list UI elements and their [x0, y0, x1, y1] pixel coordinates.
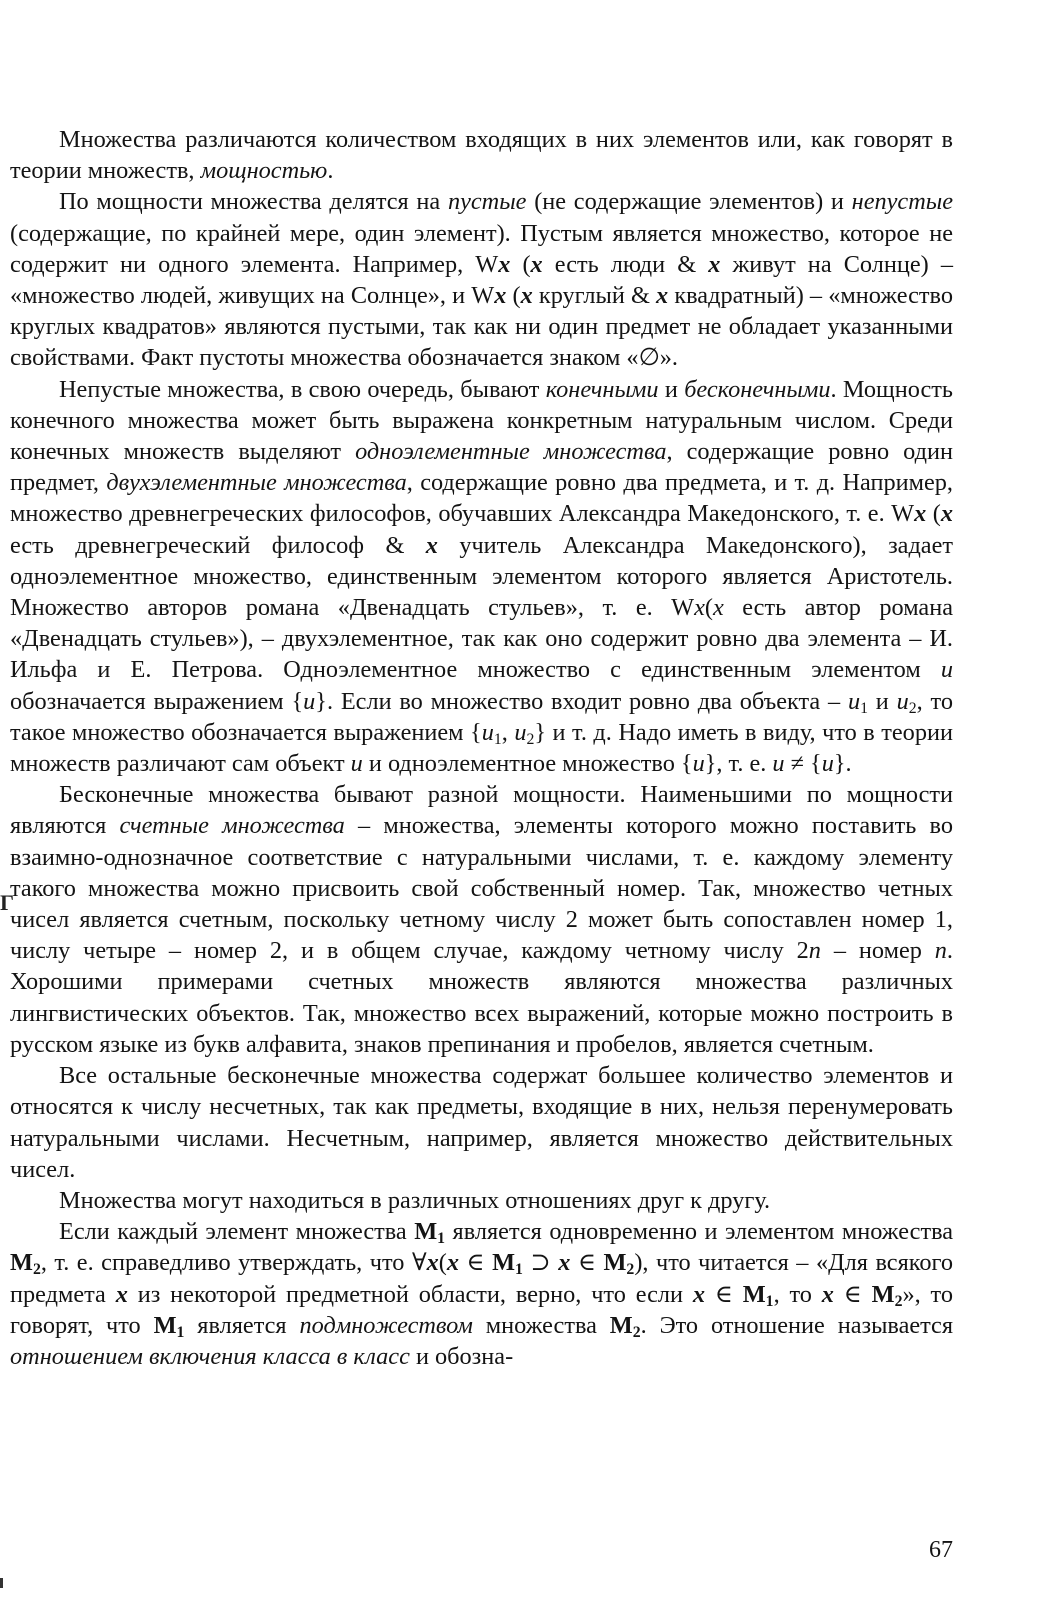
text-span: x	[115, 1280, 128, 1308]
text-span: u	[481, 718, 494, 746]
text-span: . Это отношение называется	[640, 1311, 954, 1339]
text-span: u	[692, 750, 705, 778]
text-span: из некоторой предметной области, верно, что если	[127, 1280, 693, 1308]
text-span: }, т. е.	[704, 750, 773, 778]
text-span: ,	[501, 718, 515, 746]
text-span: ∈	[705, 1280, 743, 1308]
text-span: M	[603, 1249, 627, 1277]
text-span: », то говорят, что	[10, 1280, 954, 1339]
text-span: (	[506, 282, 521, 310]
text-span: , то	[773, 1280, 822, 1308]
text-span: x	[708, 250, 721, 278]
text-span: множества	[472, 1311, 610, 1339]
text-span: x	[656, 282, 669, 310]
text-span: M	[492, 1249, 515, 1277]
paragraph	[10, 1060, 953, 1185]
text-span: , т. е. справедливо утверждать, что ∀	[40, 1249, 427, 1277]
text-span: 2	[632, 1323, 641, 1341]
text-span: 1	[515, 1261, 523, 1279]
text-span: есть люди &	[542, 250, 709, 278]
text-span: конечными	[545, 375, 659, 403]
text-span: есть автор романа «Двенадцать стульев»), – двухэлементное, так как оно содержит ровно два элемента – И. Ильфа и Е. Петрова. Одноэлементное множество с единственным элементом	[10, 594, 953, 684]
text-span: 1	[860, 699, 869, 717]
text-span: ), что читается – «Для всякого предмета	[10, 1249, 953, 1308]
text-span: и	[658, 375, 685, 403]
text-span: x	[821, 1280, 834, 1308]
text-span: n	[934, 937, 947, 965]
text-span: (	[438, 1249, 447, 1277]
text-span: x	[494, 282, 507, 310]
text-span: u	[514, 718, 527, 746]
text-span: отношением включения класса в класс	[10, 1342, 410, 1370]
text-span: 2	[32, 1261, 41, 1279]
text-span: 1	[176, 1323, 185, 1341]
text-span: x	[426, 1249, 439, 1277]
text-span: 2	[908, 699, 917, 717]
text-span: x	[530, 250, 543, 278]
text-span: 2	[894, 1292, 903, 1310]
text-span: x	[692, 1280, 706, 1308]
text-span: x	[694, 594, 705, 622]
text-span: Множества могут находиться в различных отношениях друг к другу.	[59, 1186, 771, 1214]
text-span: Множества различаются количеством входящих в них элементов или, как говорят в теории множеств,	[10, 126, 953, 185]
text-span: u	[350, 750, 363, 778]
text-span: x	[914, 500, 927, 528]
text-span: M	[871, 1280, 895, 1308]
text-span: подмножеством	[299, 1311, 473, 1339]
page-body	[10, 124, 953, 1372]
text-span: 2	[526, 730, 535, 748]
text-span: u	[821, 750, 834, 778]
paragraph	[10, 374, 953, 780]
corner-mark	[0, 1578, 3, 1588]
text-span: учитель Александра Македонского), задает одноэлементное множество, единственным элементом которого является Аристотель. Множество авторов романа «Двенадцать стульев», т. е. W	[10, 531, 953, 622]
text-span: круглый &	[532, 282, 657, 310]
text-span: } и т. д. Надо иметь в виду, что в теории множеств различают сам объект	[10, 718, 953, 778]
paragraph	[10, 1185, 953, 1216]
text-span: непустые	[851, 188, 953, 216]
text-span: , содержащие ровно два предмета, и т. д. Например, множество древнегреческих философов, обучавших Александра Македонского, т. е. W	[10, 469, 953, 528]
text-span: x	[446, 1249, 460, 1277]
text-span: 1	[437, 1230, 446, 1248]
text-span: мощностью	[200, 157, 328, 185]
text-span: двухэлементные множества	[106, 469, 407, 497]
text-span: ∈	[570, 1249, 604, 1277]
text-span: , содержащие ровно один предмет,	[10, 438, 953, 497]
paragraph	[10, 124, 953, 186]
text-span: одноэлементные множества	[355, 438, 667, 466]
text-span: есть древнегреческий философ &	[10, 531, 426, 559]
text-span: u	[847, 687, 861, 715]
paragraph	[10, 779, 953, 1060]
text-span: n	[808, 937, 821, 965]
text-span: . Хорошими примерами счетных множеств являются множества различных лингвистических объектов. Так, множество всех выражений, которые можно построить в русском языке из букв алфавита, знаков препинания и пробелов, является счетным.	[10, 937, 953, 1058]
text-span: является	[184, 1311, 300, 1339]
text-span: (	[510, 250, 531, 278]
text-span: , то такое множество обозначается выражением {	[10, 687, 953, 746]
text-span: обозначается выражением {	[10, 687, 304, 715]
text-span: – номер	[820, 937, 935, 965]
margin-mark: Г	[0, 890, 14, 915]
text-span: 1	[493, 730, 502, 748]
text-span: и	[868, 687, 897, 715]
text-span: u	[303, 687, 316, 715]
text-span: является одновременно и элементом множества	[445, 1218, 954, 1246]
text-span: x	[940, 500, 954, 528]
text-span: бесконечными	[684, 375, 831, 403]
text-span: x	[425, 531, 438, 559]
text-span: 2	[626, 1261, 635, 1279]
text-span: .	[327, 157, 334, 185]
text-span: Непустые множества, в свою очередь, бывают	[59, 375, 546, 403]
text-span: (содержащие, по крайней мере, один элемент). Пустым является множество, которое не содержит ни одного элемента. Например, W	[10, 219, 953, 278]
text-span: (	[926, 500, 941, 528]
text-span: ∈	[833, 1280, 872, 1308]
text-span: Все остальные бесконечные множества содержат большее количество элементов и относятся к числу несчетных, так как предметы, входящие в них, нельзя перенумеровать натуральными числами. Несчетным, например, является множество действительных чисел.	[10, 1062, 953, 1183]
text-span: По мощности множества делятся на	[59, 188, 448, 216]
text-span: x	[713, 594, 724, 622]
text-span: M	[10, 1249, 33, 1277]
text-span: и одноэлементное множество {	[362, 750, 693, 778]
text-span: ≠ {	[784, 750, 822, 778]
text-span: – множества, элементы которого можно поставить во взаимно-однозначное соответствие с натуральными числами, т. е. каждому элементу такого множества можно присвоить свой собственный номер. Так, множество четных чисел является счетным, поскольку четному числу 2 может быть сопоставлен номер 1, числу четыре – номер 2, и в общем случае, каждому четному числу 2	[10, 812, 953, 965]
text-span: M	[742, 1280, 766, 1308]
text-span: }. Если во множество входит ровно два объекта –	[315, 687, 848, 715]
text-span: u	[940, 656, 953, 684]
text-span: живут на Солнце) – «множество людей, живущих на Солнце», и W	[10, 250, 953, 310]
text-span: пустые	[447, 188, 527, 216]
text-span: ⊃	[522, 1249, 559, 1277]
text-span: 1	[765, 1292, 774, 1310]
text-span: M	[609, 1311, 633, 1339]
text-span: Бесконечные множества бывают разной мощности. Наименьшими по мощности являются	[10, 781, 953, 840]
text-span: (	[704, 594, 713, 622]
text-span: и обозна-	[409, 1342, 514, 1370]
text-span: (не содержащие элементов) и	[526, 188, 852, 216]
text-span: . Мощность конечного множества может быть выражена конкретным натуральным числом. Среди конечных множеств выделяют	[10, 375, 954, 466]
text-span: M	[414, 1218, 438, 1246]
text-span: x	[520, 282, 533, 310]
text-span: u	[772, 750, 785, 778]
text-span: ∈	[459, 1249, 493, 1277]
text-span: }.	[833, 750, 852, 778]
text-span: M	[153, 1311, 177, 1339]
paragraph	[10, 186, 953, 373]
paragraph	[10, 1216, 953, 1372]
text-span: u	[896, 687, 909, 715]
text-span: счетные множества	[119, 812, 345, 840]
text-span: x	[498, 250, 511, 278]
text-span: Если каждый элемент множества	[59, 1218, 415, 1246]
text-span: квадратный) – «множество круглых квадратов» являются пустыми, так как ни один предмет не обладает указанными свойствами. Факт пустоты множества обозначается знаком «∅».	[10, 282, 953, 372]
page-number: 67	[929, 1537, 953, 1563]
text-span: x	[558, 1249, 571, 1277]
